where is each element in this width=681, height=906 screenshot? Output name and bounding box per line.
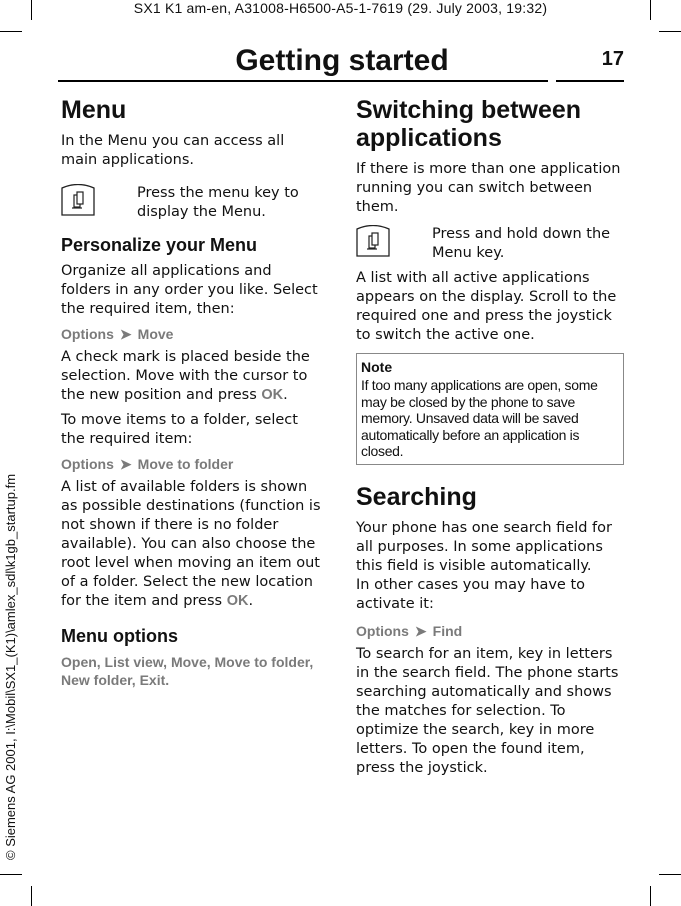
crop-mark — [0, 874, 22, 875]
folder-list-body: A list of available folders is shown as possible destinations (function is not shown if there is no folder available). You can also choose the root level when moving an item out of a folder. Select the new location for the item and press — [61, 479, 321, 609]
page-title: Getting started — [235, 44, 449, 77]
left-column — [61, 96, 325, 689]
active-list-text: A list with all active applications appears on the display. Scroll to the required one and press the joystick to switch the active one. — [356, 270, 617, 343]
arrow-icon: ➤ — [119, 326, 132, 342]
crop-mark — [0, 31, 22, 32]
path-find: Find — [432, 622, 463, 639]
personalize-text: Organize all applications and folders in any order you like. Select the required item, then: — [61, 263, 318, 317]
menu-intro: In the Menu you can access all main applications. — [61, 133, 285, 168]
options-path-folder — [61, 455, 325, 474]
searching-heading: Searching — [356, 482, 477, 511]
move-text — [61, 348, 325, 405]
options-path-move — [61, 325, 325, 344]
copyright-side-text: © Siemens AG 2001, I:\Mobil\SX1_(K1)\amlex_sdl\k1gb_startup.fm — [3, 473, 18, 860]
crop-mark — [31, 886, 32, 906]
ok-softkey-label: OK — [226, 593, 249, 609]
personalize-heading: Personalize your Menu — [61, 235, 258, 255]
search-text-1: Your phone has one search field for all purposes. In some applications this field is visible automatically. — [356, 519, 612, 574]
crop-mark — [659, 31, 681, 32]
path-move-to-folder: Move to folder — [137, 456, 234, 472]
switching-text: If there is more than one application running you can switch between them. — [356, 161, 621, 215]
punct: . — [283, 387, 288, 403]
folder-text: To move items to a folder, select the required item: — [61, 412, 298, 447]
note-body: If too many applications are open, some may be closed by the phone to save memory. Unsaved data will be saved automatically before an application is closed. — [361, 377, 598, 459]
menu-key-text: Press the menu key to display the Menu. — [137, 185, 299, 220]
search-text-2: In other cases you may have to activate it: — [356, 576, 586, 612]
punct: . — [248, 593, 254, 609]
menu-key-row — [61, 184, 325, 222]
path-options: Options — [61, 456, 114, 472]
page-number-rule — [556, 80, 624, 82]
title-rule — [58, 80, 548, 82]
ok-softkey-label: OK — [261, 387, 284, 403]
menu-key-icon — [356, 225, 390, 257]
switching-heading: Switching between applications — [356, 96, 582, 152]
path-options: Options — [61, 326, 114, 342]
move-text-body: A check mark is placed beside the selection. Move with the cursor to the new position and press — [61, 349, 310, 403]
find-text: To search for an item, key in letters in the search field. The phone starts searching automatically and shows the matches for selection. To optimize the search, key in more letters. To open the found item, press the joystick. — [356, 645, 619, 776]
arrow-icon: ➤ — [414, 622, 427, 639]
menu-key-icon — [61, 184, 95, 216]
note-box — [356, 353, 624, 465]
page-number: 17 — [601, 48, 624, 70]
options-path-find — [356, 622, 624, 641]
doc-header: SX1 K1 am-en, A31008-H6500-A5-1-7619 (29. July 2003, 19:32) — [133, 0, 548, 16]
arrow-icon: ➤ — [119, 456, 132, 472]
crop-mark — [659, 874, 681, 875]
folder-list-text — [61, 478, 325, 611]
crop-mark — [650, 886, 651, 906]
hold-key-text: Press and hold down the Menu key. — [432, 226, 611, 261]
path-options: Options — [356, 622, 409, 639]
menu-options-heading: Menu options — [61, 626, 178, 646]
hold-key-row — [356, 225, 624, 263]
menu-options-list: Open, List view, Move, Move to folder, New folder, Exit. — [61, 654, 314, 688]
menu-heading: Menu — [61, 96, 127, 124]
right-column — [356, 96, 624, 778]
note-title: Note — [361, 359, 393, 375]
path-move: Move — [137, 326, 174, 342]
